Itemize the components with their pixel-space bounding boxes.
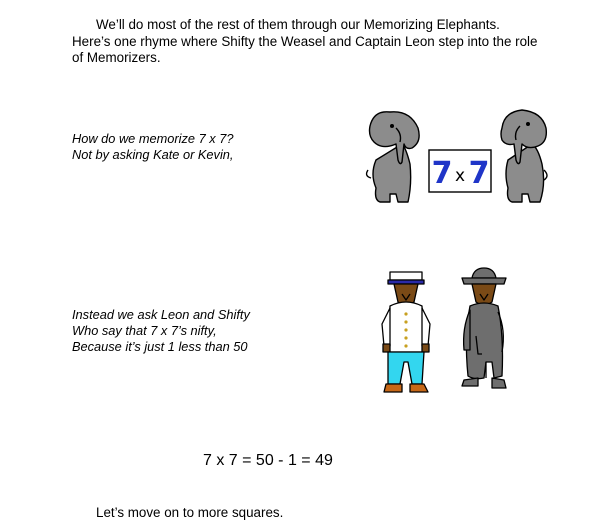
intro-paragraph [72, 17, 542, 67]
elephant-left-icon [367, 112, 420, 202]
rhyme-verse-1 [72, 131, 233, 163]
rhyme-line: Because it’s just 1 less than 50 [72, 339, 248, 354]
rhyme-line: Who say that 7 x 7’s nifty, [72, 323, 217, 338]
sign-right-digit: 7 [468, 156, 490, 191]
rhyme-line: Not by asking Kate or Kevin, [72, 147, 234, 162]
closing-text: Let’s move on to more squares. [96, 505, 284, 520]
shifty-weasel-icon [456, 266, 512, 398]
equation: 7 x 7 = 50 - 1 = 49 [203, 452, 333, 469]
captain-leon-icon [376, 268, 436, 398]
rhyme-line: How do we memorize 7 x 7? [72, 131, 234, 146]
intro-text: We’ll do most of the rest of them through our Memorizing Elephants. Here’s one rhyme where Shifty the Weasel and Captain Leon step into the role of Memorizers. [72, 17, 538, 65]
rhyme-line: Instead we ask Leon and Shifty [72, 307, 250, 322]
sign-board [429, 150, 491, 192]
sign-operator: x [454, 166, 466, 186]
sign-left-digit: 7 [431, 156, 453, 191]
elephants-illustration [362, 104, 558, 210]
rhyme-verse-2 [72, 307, 250, 355]
elephant-right-icon [501, 110, 547, 202]
